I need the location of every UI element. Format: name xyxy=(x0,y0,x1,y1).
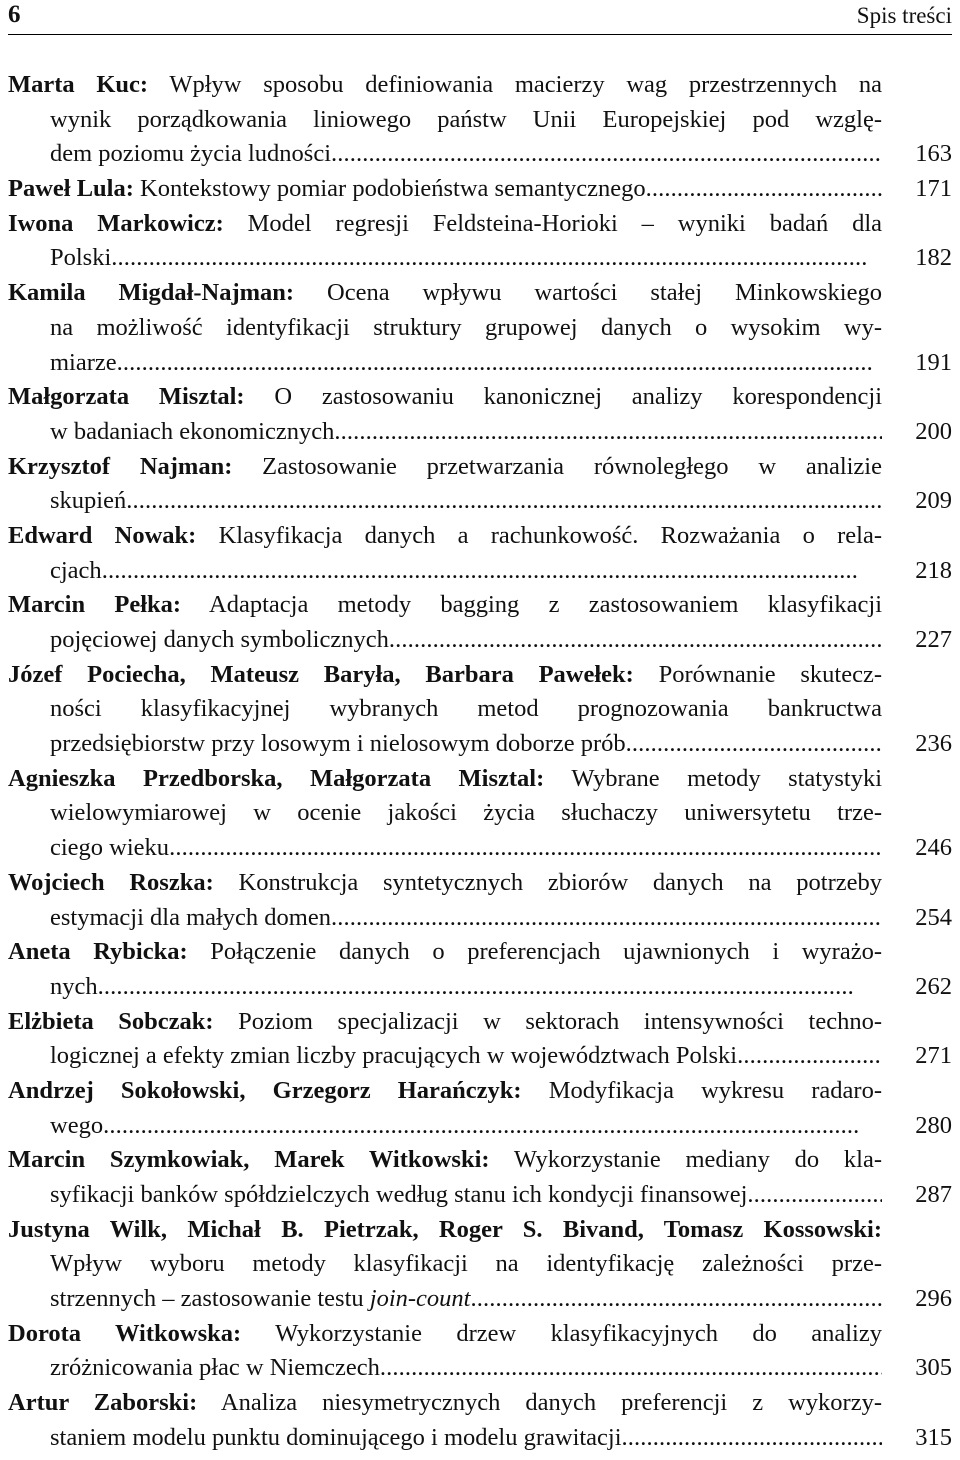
toc-entry-title: logicznej a efekty zmian liczby pracujących w województwach Polski xyxy=(50,1042,738,1070)
toc-entry-line xyxy=(8,172,882,207)
toc-page-number: 200 xyxy=(915,417,952,445)
toc-entry xyxy=(8,276,952,380)
toc-entry-line xyxy=(8,623,882,658)
leader-dots xyxy=(126,484,882,519)
toc-entry-line xyxy=(8,519,882,554)
toc-entry-line xyxy=(8,1039,882,1074)
leader-dots xyxy=(389,623,882,658)
toc-entry-title: Poziom specjalizacji w sektorach intensywności techno- xyxy=(213,1007,882,1035)
toc-entry-title: zróżnicowania płac w Niemczech xyxy=(50,1354,380,1382)
leader-dots xyxy=(747,1178,882,1213)
toc-entry-title: Połączenie danych o preferencjach ujawnionych i wyrażo- xyxy=(187,938,882,966)
toc-entry-title: estymacji dla małych domen xyxy=(50,903,331,931)
toc-entry-title: Kontekstowy pomiar podobieństwa semantycznego xyxy=(133,175,646,203)
toc-entry-line xyxy=(8,103,882,138)
toc-entry-authors: Kamila Migdał-Najman: xyxy=(8,279,295,307)
toc-page-number: 254 xyxy=(915,903,952,931)
toc-entry-authors: Justyna Wilk, Michał B. Pietrzak, Roger S. Bivand, Tomasz Kossowski: xyxy=(8,1215,882,1243)
toc-entry-title: ciego wieku xyxy=(50,834,170,862)
toc-entry-authors: Wojciech Roszka: xyxy=(8,868,214,896)
toc-entry xyxy=(8,1005,952,1074)
toc-entry-line xyxy=(8,1005,882,1040)
toc-entry xyxy=(8,380,952,449)
toc-entry-line xyxy=(8,241,882,276)
toc-entry-line xyxy=(8,1143,882,1178)
toc-entry-line xyxy=(8,866,882,901)
toc-entry-line xyxy=(8,137,882,172)
toc-entry-title: cjach xyxy=(50,556,102,584)
toc-entry-line xyxy=(8,588,882,623)
toc-entry-title: pojęciowej danych symbolicznych xyxy=(50,626,389,653)
toc-entry-authors: Marta Kuc: xyxy=(8,71,149,98)
running-title: Spis treści xyxy=(856,3,952,28)
toc-entry xyxy=(8,866,952,935)
toc-entry-line xyxy=(8,796,882,831)
toc-entry-title: Model regresji Feldsteina-Horioki – wyniki badań dla xyxy=(223,209,882,237)
toc-entry-authors: Marcin Szymkowiak, Marek Witkowski: xyxy=(8,1146,490,1174)
toc-entry xyxy=(8,519,952,588)
toc-page-number: 209 xyxy=(915,487,952,515)
toc-entry-title: Wpływ wyboru metody klasyfikacji na identyfikację zależności prze- xyxy=(50,1250,882,1278)
toc-entry-title: Konstrukcja syntetycznych zbiorów danych na potrzeby xyxy=(213,868,882,896)
toc-entry-line xyxy=(8,1351,882,1386)
toc-entry xyxy=(8,1074,952,1143)
toc-entry xyxy=(8,935,952,1004)
leader-dots xyxy=(334,415,882,450)
toc-entry-line xyxy=(8,1386,882,1421)
page-number: 6 xyxy=(8,1,21,28)
toc-entry-title: syfikacji banków spółdzielczych według stanu ich kondycji finansowej xyxy=(50,1181,748,1208)
table-of-contents xyxy=(8,68,952,1456)
page-header xyxy=(8,0,952,35)
toc-entry-line xyxy=(8,727,882,762)
toc-entry-title: staniem modelu punktu dominującego i modelu grawitacji xyxy=(50,1423,622,1451)
toc-entry-line xyxy=(8,1317,882,1352)
toc-page-number: 280 xyxy=(915,1111,952,1139)
toc-page-number: 315 xyxy=(915,1423,952,1451)
toc-entry-line xyxy=(8,276,882,311)
toc-entry-authors: Iwona Markowicz: xyxy=(8,209,224,237)
toc-entry-title: Wykorzystanie mediany do kla- xyxy=(489,1146,882,1174)
toc-entry-title: Porównanie skutecz- xyxy=(633,660,882,688)
toc-entry-title: skupień xyxy=(50,487,127,515)
toc-entry xyxy=(8,1213,952,1317)
toc-entry-authors: Elżbieta Sobczak: xyxy=(8,1007,214,1035)
toc-entry xyxy=(8,1386,952,1455)
toc-entry-title: wielowymiarowej w ocenie jakości życia słuchaczy uniwersytetu trze- xyxy=(50,799,882,827)
toc-entry-authors: Andrzej Sokołowski, Grzegorz Harańczyk: xyxy=(8,1076,522,1104)
toc-page-number: 296 xyxy=(915,1285,952,1313)
toc-entry-line xyxy=(8,831,882,866)
toc-entry-line xyxy=(8,311,882,346)
leader-dots xyxy=(626,727,882,762)
toc-entry-title: wego xyxy=(50,1111,104,1139)
leader-dots xyxy=(117,346,882,381)
toc-entry-line xyxy=(8,450,882,485)
leader-dots xyxy=(331,901,882,936)
toc-entry-line xyxy=(8,901,882,936)
toc-page-number: 171 xyxy=(915,175,952,203)
toc-entry-line xyxy=(8,380,882,415)
leader-dots xyxy=(380,1351,882,1386)
toc-entry-line xyxy=(8,658,882,693)
toc-entry-authors: Marcin Pełka: xyxy=(8,591,182,619)
toc-entry-line xyxy=(8,1074,882,1109)
toc-entry-title: Klasyfikacja danych a rachunkowość. Rozważania o rela- xyxy=(196,521,882,549)
toc-entry xyxy=(8,1143,952,1212)
leader-dots xyxy=(622,1421,882,1456)
toc-entry xyxy=(8,207,952,276)
leader-dots xyxy=(646,172,882,207)
toc-entry-title: Modyfikacja wykresu radaro- xyxy=(521,1076,882,1104)
toc-entry-line xyxy=(8,1282,882,1317)
toc-page-number: 271 xyxy=(915,1042,952,1070)
toc-page-number: 262 xyxy=(915,972,952,1000)
leader-dots xyxy=(111,241,882,276)
leader-dots xyxy=(471,1282,883,1317)
toc-entry xyxy=(8,658,952,762)
toc-entry-title: Ocena wpływu wartości stałej Minkowskiego xyxy=(294,279,882,307)
toc-entry-title: wynik porządkowania liniowego państw Unii Europejskiej pod wzglę- xyxy=(50,105,882,133)
toc-entry-title: Adaptacja metody bagging z zastosowaniem klasyfikacji xyxy=(181,591,882,619)
toc-entry-title: Wybrane metody statystyki xyxy=(544,764,882,792)
toc-entry xyxy=(8,68,952,172)
toc-page-number: 287 xyxy=(915,1181,952,1208)
toc-entry-authors: Paweł Lula: xyxy=(8,175,134,203)
toc-page-number: 236 xyxy=(915,730,952,758)
toc-entry-authors: Dorota Witkowska: xyxy=(8,1319,242,1347)
toc-entry-authors: Edward Nowak: xyxy=(8,521,197,549)
toc-entry-line xyxy=(8,692,882,727)
leader-dots xyxy=(331,137,882,172)
toc-entry-title: strzennych – zastosowanie testu join-count xyxy=(50,1285,471,1313)
toc-entry-title: przedsiębiorstw przy losowym i nielosowym doborze prób xyxy=(50,730,626,758)
toc-entry-authors: Aneta Rybicka: xyxy=(8,938,188,966)
toc-entry-title: Wpływ sposobu definiowania macierzy wag przestrzennych na xyxy=(148,71,882,98)
toc-entry-line xyxy=(8,68,882,103)
toc-entry xyxy=(8,1317,952,1386)
toc-page-number: 246 xyxy=(915,834,952,862)
leader-dots xyxy=(737,1039,882,1074)
toc-entry-line xyxy=(8,1109,882,1144)
toc-entry-title: miarze xyxy=(50,348,117,376)
toc-entry-authors: Małgorzata Misztal: xyxy=(8,383,245,411)
toc-entry-line xyxy=(8,1421,882,1456)
leader-dots xyxy=(98,970,882,1005)
toc-page-number: 163 xyxy=(915,140,952,168)
toc-page-number: 191 xyxy=(915,348,952,376)
toc-entry-title: nych xyxy=(50,972,98,1000)
toc-entry xyxy=(8,450,952,519)
toc-page-number: 218 xyxy=(915,556,952,584)
leader-dots xyxy=(103,1109,882,1144)
leader-dots xyxy=(102,554,882,589)
toc-entry-line xyxy=(8,762,882,797)
toc-entry-line xyxy=(8,484,882,519)
toc-entry-title: dem poziomu życia ludności xyxy=(50,140,331,168)
toc-entry-line xyxy=(8,554,882,589)
toc-entry-line xyxy=(8,970,882,1005)
toc-entry-line xyxy=(8,1213,882,1248)
toc-entry-authors: Józef Pociecha, Mateusz Baryła, Barbara Pawełek: xyxy=(8,660,634,688)
toc-entry-line xyxy=(8,207,882,242)
toc-entry-line xyxy=(8,346,882,381)
toc-page-number: 182 xyxy=(915,244,952,272)
leader-dots xyxy=(169,831,882,866)
toc-entry-title: Zastosowanie przetwarzania równoległego w analizie xyxy=(232,452,882,480)
toc-page-number: 305 xyxy=(915,1354,952,1382)
toc-entry xyxy=(8,172,952,207)
toc-entry-title: Polski xyxy=(50,244,112,272)
toc-entry-title: Analiza niesymetrycznych danych preferencji z wykorzy- xyxy=(197,1389,882,1417)
toc-entry xyxy=(8,588,952,657)
toc-entry-line xyxy=(8,415,882,450)
toc-entry-title: w badaniach ekonomicznych xyxy=(50,417,335,445)
toc-entry-line xyxy=(8,1178,882,1213)
toc-entry-title: ności klasyfikacyjnej wybranych metod prognozowania bankructwa xyxy=(50,695,882,723)
toc-page-number: 227 xyxy=(915,626,952,653)
toc-entry-authors: Artur Zaborski: xyxy=(8,1389,198,1417)
toc-entry-authors: Agnieszka Przedborska, Małgorzata Misztal: xyxy=(8,764,545,792)
toc-entry-title: na możliwość identyfikacji struktury grupowej danych o wysokim wy- xyxy=(50,313,882,341)
toc-entry-authors: Krzysztof Najman: xyxy=(8,452,233,480)
toc-entry xyxy=(8,762,952,866)
toc-entry-line xyxy=(8,935,882,970)
toc-entry-title: O zastosowaniu kanonicznej analizy korespondencji xyxy=(244,383,882,411)
toc-entry-title: Wykorzystanie drzew klasyfikacyjnych do analizy xyxy=(241,1319,882,1347)
toc-entry-line xyxy=(8,1247,882,1282)
